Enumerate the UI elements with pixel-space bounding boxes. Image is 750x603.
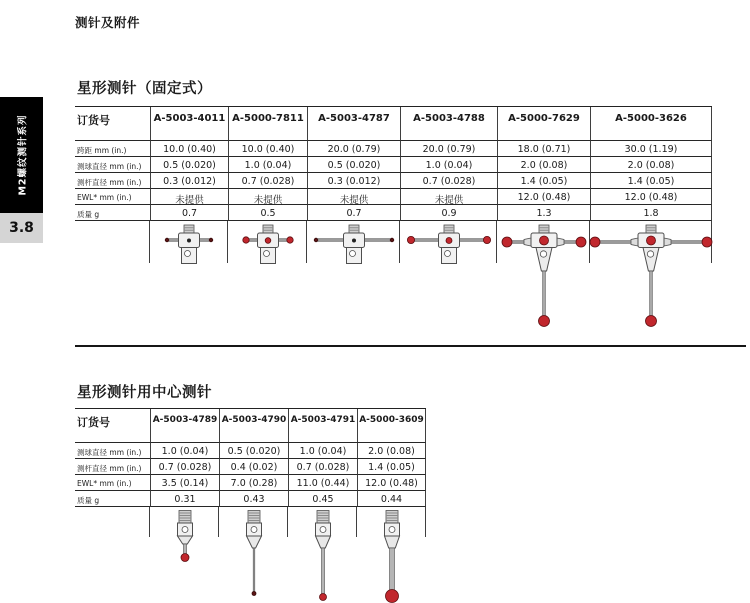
spec-value: 1.0 (0.04) bbox=[228, 157, 307, 173]
star-stylus-5way-30mm-image bbox=[587, 224, 715, 330]
spec-label: 质量 g bbox=[75, 491, 150, 507]
part-number: A-5000-7629 bbox=[497, 107, 590, 141]
spec-value: 1.0 (0.04) bbox=[400, 157, 497, 173]
spec-value: 1.4 (0.05) bbox=[590, 173, 712, 189]
spec-value: 11.0 (0.44) bbox=[288, 475, 357, 491]
star-stylus-2way-ball-20mm-image bbox=[403, 224, 495, 266]
part-number: A-5003-4011 bbox=[150, 107, 228, 141]
spec-value: 0.7 bbox=[150, 205, 228, 221]
sidebar-series-label: M2螺纹测针系列 bbox=[17, 114, 29, 196]
section-divider-line bbox=[75, 345, 746, 347]
column-divider-line bbox=[227, 221, 228, 263]
part-number: A-5003-4788 bbox=[400, 107, 497, 141]
star-stylus-2way-20mm-image bbox=[308, 224, 400, 266]
spec-value: 0.43 bbox=[219, 491, 288, 507]
spec-value: 1.4 (0.05) bbox=[357, 459, 426, 475]
spec-value: 0.5 (0.020) bbox=[307, 157, 400, 173]
column-divider-line bbox=[149, 221, 150, 263]
center-styli-table bbox=[75, 408, 426, 602]
part-number: A-5000-3626 bbox=[590, 107, 712, 141]
stylus-image-row bbox=[75, 507, 426, 602]
spec-value: 12.0 (0.48) bbox=[357, 475, 426, 491]
spec-value: 2.0 (0.08) bbox=[590, 157, 712, 173]
order-number-header: 订货号 bbox=[75, 409, 150, 443]
spec-label: 测杆直径 mm (in.) bbox=[75, 459, 150, 475]
spec-value: 30.0 (1.19) bbox=[590, 141, 712, 157]
order-number-header: 订货号 bbox=[75, 107, 150, 141]
part-number: A-5003-4790 bbox=[219, 409, 288, 443]
spec-value: 7.0 (0.28) bbox=[219, 475, 288, 491]
spec-label: 质量 g bbox=[75, 205, 150, 221]
spec-value: 0.3 (0.012) bbox=[307, 173, 400, 189]
spec-label: 测球直径 mm (in.) bbox=[75, 157, 150, 173]
spec-value: 18.0 (0.71) bbox=[497, 141, 590, 157]
part-number: A-5003-4787 bbox=[307, 107, 400, 141]
column-divider-line bbox=[149, 507, 150, 537]
spec-value: 0.9 bbox=[400, 205, 497, 221]
spec-value: 1.0 (0.04) bbox=[288, 443, 357, 459]
spec-value: 3.5 (0.14) bbox=[150, 475, 219, 491]
stylus-image-row bbox=[75, 221, 712, 336]
page-number: 3.8 bbox=[9, 220, 34, 236]
spec-value: 1.4 (0.05) bbox=[497, 173, 590, 189]
star-stylus-5way-18mm-image bbox=[499, 224, 589, 330]
spec-value: 12.0 (0.48) bbox=[497, 189, 590, 205]
spec-value: 0.3 (0.012) bbox=[150, 173, 228, 189]
spec-label: 跨距 mm (in.) bbox=[75, 141, 150, 157]
spec-value: 0.5 (0.020) bbox=[219, 443, 288, 459]
spec-value: 1.8 bbox=[590, 205, 712, 221]
spec-value: 0.31 bbox=[150, 491, 219, 507]
spec-value: 10.0 (0.40) bbox=[228, 141, 307, 157]
spec-value: 0.45 bbox=[288, 491, 357, 507]
spec-value: 20.0 (0.79) bbox=[307, 141, 400, 157]
column-divider-line bbox=[218, 507, 219, 537]
center-stylus-ewl-12-image bbox=[375, 510, 409, 603]
spec-value: 20.0 (0.79) bbox=[400, 141, 497, 157]
column-divider-line bbox=[496, 221, 497, 263]
spec-label: EWL* mm (in.) bbox=[75, 189, 150, 205]
spec-value: 未提供 bbox=[307, 189, 400, 205]
spec-value: 2.0 (0.08) bbox=[357, 443, 426, 459]
spec-value: 0.5 bbox=[228, 205, 307, 221]
spec-value: 1.3 bbox=[497, 205, 590, 221]
spec-value: 未提供 bbox=[400, 189, 497, 205]
star-stylus-2way-10mm-image bbox=[159, 224, 219, 266]
spec-value: 10.0 (0.40) bbox=[150, 141, 228, 157]
section-title-star-styli-fixed: 星形测针（固定式） bbox=[77, 81, 212, 97]
sidebar-series-band bbox=[0, 97, 43, 213]
spec-value: 未提供 bbox=[228, 189, 307, 205]
center-stylus-ewl-7-image bbox=[237, 510, 271, 598]
part-number: A-5003-4789 bbox=[150, 409, 219, 443]
spec-label: 测杆直径 mm (in.) bbox=[75, 173, 150, 189]
part-number: A-5000-3609 bbox=[357, 409, 426, 443]
spec-value: 0.7 (0.028) bbox=[150, 459, 219, 475]
section-title-center-styli: 星形测针用中心测针 bbox=[77, 385, 212, 401]
spec-value: 1.0 (0.04) bbox=[150, 443, 219, 459]
spec-value: 0.7 (0.028) bbox=[288, 459, 357, 475]
spec-value: 0.7 (0.028) bbox=[228, 173, 307, 189]
star-stylus-2way-ball-10mm-image bbox=[238, 224, 298, 266]
spec-value: 12.0 (0.48) bbox=[590, 189, 712, 205]
part-number: A-5000-7811 bbox=[228, 107, 307, 141]
spec-value: 0.44 bbox=[357, 491, 426, 507]
spec-label: EWL* mm (in.) bbox=[75, 475, 150, 491]
spec-value: 2.0 (0.08) bbox=[497, 157, 590, 173]
center-stylus-ewl-11-image bbox=[306, 510, 340, 603]
part-number: A-5003-4791 bbox=[288, 409, 357, 443]
sidebar-page-number-tab bbox=[0, 213, 43, 243]
spec-value: 0.7 (0.028) bbox=[400, 173, 497, 189]
spec-value: 0.7 bbox=[307, 205, 400, 221]
center-stylus-ewl-3-5-image bbox=[168, 510, 202, 564]
spec-value: 0.5 (0.020) bbox=[150, 157, 228, 173]
page-header: 测针及附件 bbox=[75, 15, 141, 30]
star-styli-fixed-table bbox=[75, 106, 712, 336]
spec-value: 0.4 (0.02) bbox=[219, 459, 288, 475]
column-divider-line bbox=[356, 507, 357, 537]
spec-label: 测球直径 mm (in.) bbox=[75, 443, 150, 459]
column-divider-line bbox=[287, 507, 288, 537]
spec-value: 未提供 bbox=[150, 189, 228, 205]
column-divider-line bbox=[425, 507, 426, 537]
